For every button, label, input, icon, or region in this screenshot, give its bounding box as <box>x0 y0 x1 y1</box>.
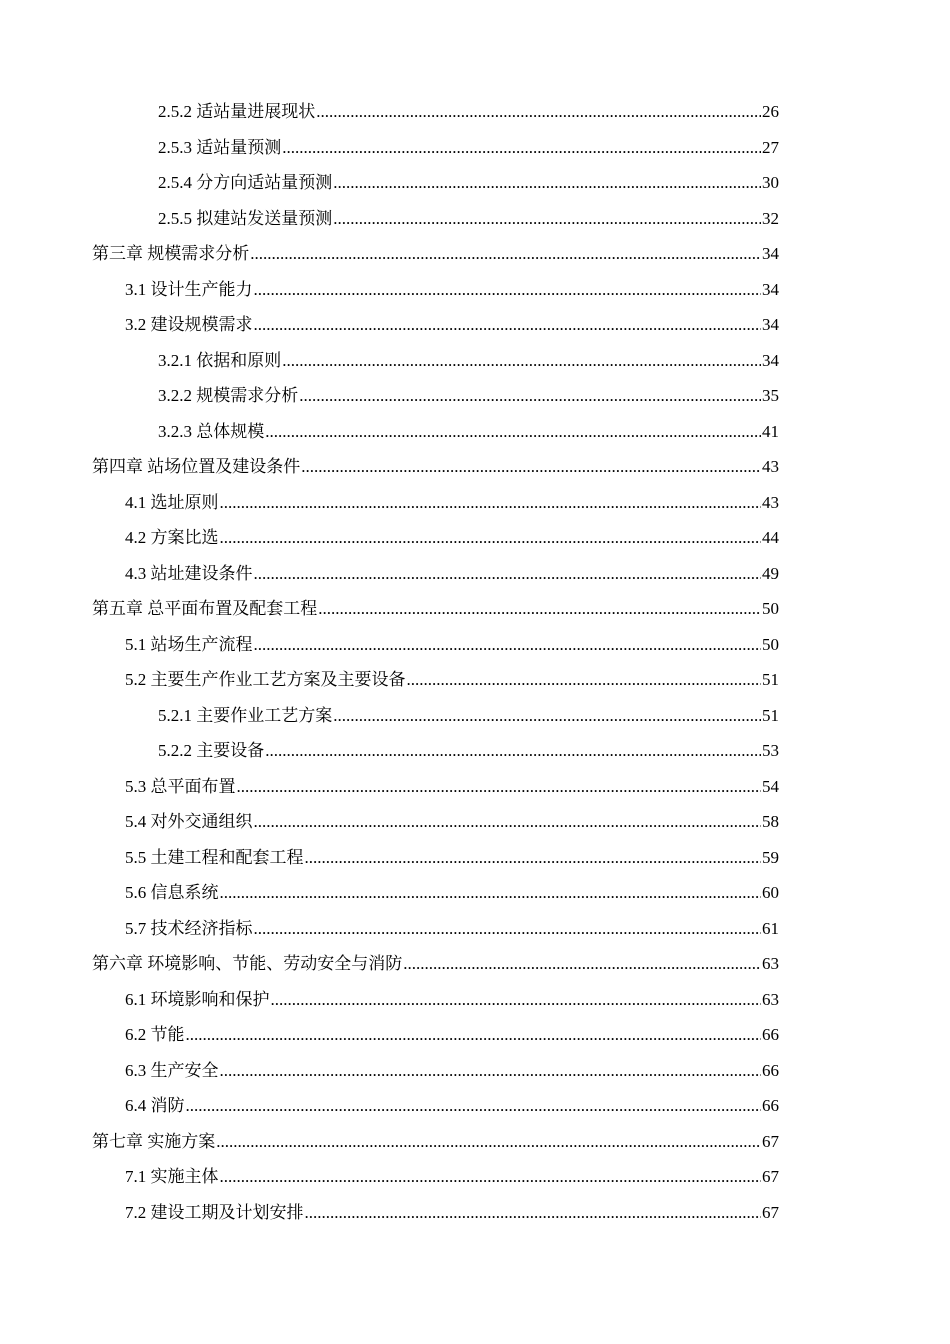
toc-entry[interactable] <box>0 520 779 556</box>
toc-entry-title: 2.5.4 分方向适站量预测 <box>158 173 333 192</box>
toc-entry-title: 第七章 实施方案 <box>92 1131 216 1151</box>
toc-entry-title: 3.2 建设规模需求 <box>125 315 253 334</box>
toc-entry[interactable] <box>0 804 779 840</box>
toc-dot-leader <box>333 698 761 734</box>
toc-entry[interactable] <box>0 1053 779 1089</box>
toc-entry-title: 4.2 方案比选 <box>125 528 219 547</box>
toc-entry-title: 第六章 环境影响、节能、劳动安全与消防 <box>92 954 403 973</box>
toc-entry[interactable] <box>0 449 779 485</box>
toc-entry-title: 2.5.3 适站量预测 <box>158 137 282 157</box>
toc-dot-leader <box>254 272 762 308</box>
toc-dot-leader <box>318 591 761 627</box>
toc-dot-leader <box>333 201 761 237</box>
toc-entry-page-number: 34 <box>762 350 779 370</box>
toc-entry-page-number: 34 <box>762 244 779 263</box>
toc-entry-title: 6.4 消防 <box>125 1096 185 1115</box>
toc-entry[interactable] <box>0 201 779 237</box>
toc-dot-leader <box>265 414 761 450</box>
toc-entry-page-number: 67 <box>762 1202 779 1222</box>
toc-entry[interactable] <box>0 236 779 272</box>
toc-dot-leader <box>282 343 761 379</box>
toc-entry[interactable] <box>0 662 779 698</box>
toc-entry[interactable] <box>0 875 779 911</box>
toc-entry[interactable] <box>0 946 779 982</box>
toc-entry-page-number: 32 <box>762 208 779 228</box>
toc-entry-title: 5.5 土建工程和配套工程 <box>125 847 304 867</box>
toc-entry[interactable] <box>0 94 779 130</box>
toc-entry[interactable] <box>0 840 779 876</box>
toc-entry[interactable] <box>0 343 779 379</box>
toc-entry[interactable] <box>0 1195 779 1231</box>
toc-entry-page-number: 60 <box>762 883 779 902</box>
toc-dot-leader <box>254 911 762 947</box>
toc-entry[interactable] <box>0 414 779 450</box>
toc-entry-page-number: 63 <box>762 954 779 973</box>
toc-dot-leader <box>237 769 762 805</box>
toc-dot-leader <box>305 1195 762 1231</box>
toc-entry-title: 5.6 信息系统 <box>125 883 219 902</box>
toc-entry-title: 第三章 规模需求分析 <box>92 244 250 263</box>
toc-entry[interactable] <box>0 769 779 805</box>
toc-dot-leader <box>220 520 762 556</box>
toc-dot-leader <box>254 627 762 663</box>
toc-entry-title: 6.2 节能 <box>125 1025 185 1044</box>
toc-entry-page-number: 58 <box>762 812 779 831</box>
toc-entry-title: 3.2.1 依据和原则 <box>158 350 282 370</box>
toc-entry[interactable] <box>0 591 779 627</box>
toc-dot-leader <box>220 1053 762 1089</box>
toc-entry[interactable] <box>0 272 779 308</box>
toc-entry-page-number: 50 <box>762 634 779 654</box>
toc-entry[interactable] <box>0 130 779 166</box>
toc-entry-title: 3.2.3 总体规模 <box>158 421 265 441</box>
toc-entry-page-number: 66 <box>762 1096 779 1115</box>
toc-entry-page-number: 51 <box>762 670 779 689</box>
toc-entry-page-number: 35 <box>762 386 779 405</box>
toc-entry[interactable] <box>0 1124 779 1160</box>
toc-dot-leader <box>299 378 761 414</box>
toc-entry-page-number: 67 <box>762 1167 779 1186</box>
toc-dot-leader <box>186 1088 762 1124</box>
toc-entry-title: 6.1 环境影响和保护 <box>125 989 270 1009</box>
toc-entry-page-number: 41 <box>762 421 779 441</box>
toc-entry-page-number: 61 <box>762 918 779 938</box>
toc-entry-page-number: 30 <box>762 173 779 192</box>
toc-dot-leader <box>265 733 761 769</box>
toc-entry-page-number: 44 <box>762 528 779 547</box>
toc-dot-leader <box>301 449 761 485</box>
toc-entry-page-number: 27 <box>762 137 779 157</box>
toc-entry-title: 7.2 建设工期及计划安排 <box>125 1202 304 1222</box>
toc-entry-page-number: 54 <box>762 776 779 796</box>
toc-entry-page-number: 26 <box>762 102 779 121</box>
toc-entry-title: 4.3 站址建设条件 <box>125 563 253 583</box>
toc-entry-page-number: 34 <box>762 279 779 299</box>
toc-entry-page-number: 66 <box>762 1025 779 1044</box>
toc-entry[interactable] <box>0 556 779 592</box>
toc-entry-title: 5.3 总平面布置 <box>125 776 236 796</box>
table-of-contents <box>0 94 950 1230</box>
toc-entry[interactable] <box>0 911 779 947</box>
toc-entry-page-number: 67 <box>762 1131 779 1151</box>
toc-entry-page-number: 34 <box>762 315 779 334</box>
toc-entry-title: 第五章 总平面布置及配套工程 <box>92 599 318 618</box>
toc-entry-title: 5.4 对外交通组织 <box>125 812 253 831</box>
toc-entry-page-number: 49 <box>762 563 779 583</box>
toc-entry-title: 2.5.2 适站量进展现状 <box>158 102 316 121</box>
toc-dot-leader <box>250 236 761 272</box>
toc-entry-title: 4.1 选址原则 <box>125 492 219 512</box>
toc-dot-leader <box>254 556 762 592</box>
toc-entry[interactable] <box>0 1088 779 1124</box>
toc-dot-leader <box>216 1124 761 1160</box>
toc-entry-title: 5.2.2 主要设备 <box>158 741 265 760</box>
toc-dot-leader <box>254 307 762 343</box>
toc-entry-title: 3.2.2 规模需求分析 <box>158 386 299 405</box>
toc-entry-title: 2.5.5 拟建站发送量预测 <box>158 208 333 228</box>
toc-dot-leader <box>220 485 762 521</box>
toc-entry-title: 6.3 生产安全 <box>125 1060 219 1080</box>
toc-dot-leader <box>220 875 762 911</box>
toc-dot-leader <box>254 804 762 840</box>
toc-entry[interactable] <box>0 627 779 663</box>
toc-dot-leader <box>333 165 761 201</box>
toc-dot-leader <box>403 946 761 982</box>
toc-entry[interactable] <box>0 1159 779 1195</box>
toc-entry-page-number: 51 <box>762 705 779 725</box>
toc-dot-leader <box>271 982 762 1018</box>
toc-dot-leader <box>407 662 762 698</box>
toc-entry-title: 5.2 主要生产作业工艺方案及主要设备 <box>125 670 406 689</box>
toc-entry-page-number: 43 <box>762 457 779 476</box>
toc-entry-page-number: 50 <box>762 599 779 618</box>
toc-entry-title: 第四章 站场位置及建设条件 <box>92 457 301 476</box>
toc-entry[interactable] <box>0 982 779 1018</box>
toc-entry-title: 7.1 实施主体 <box>125 1167 219 1186</box>
toc-entry[interactable] <box>0 698 779 734</box>
toc-dot-leader <box>282 130 761 166</box>
toc-entry-page-number: 63 <box>762 989 779 1009</box>
toc-entry-page-number: 66 <box>762 1060 779 1080</box>
toc-entry[interactable] <box>0 165 779 201</box>
toc-entry[interactable] <box>0 485 779 521</box>
toc-entry-title: 5.7 技术经济指标 <box>125 918 253 938</box>
toc-dot-leader <box>305 840 762 876</box>
toc-entry[interactable] <box>0 378 779 414</box>
toc-dot-leader <box>316 94 761 130</box>
toc-entry-title: 5.1 站场生产流程 <box>125 634 253 654</box>
toc-dot-leader <box>220 1159 762 1195</box>
toc-entry[interactable] <box>0 733 779 769</box>
toc-entry-page-number: 53 <box>762 741 779 760</box>
toc-entry-page-number: 43 <box>762 492 779 512</box>
toc-entry-page-number: 59 <box>762 847 779 867</box>
toc-entry-title: 3.1 设计生产能力 <box>125 279 253 299</box>
toc-dot-leader <box>186 1017 762 1053</box>
toc-entry[interactable] <box>0 1017 779 1053</box>
toc-entry-title: 5.2.1 主要作业工艺方案 <box>158 705 333 725</box>
toc-entry[interactable] <box>0 307 779 343</box>
